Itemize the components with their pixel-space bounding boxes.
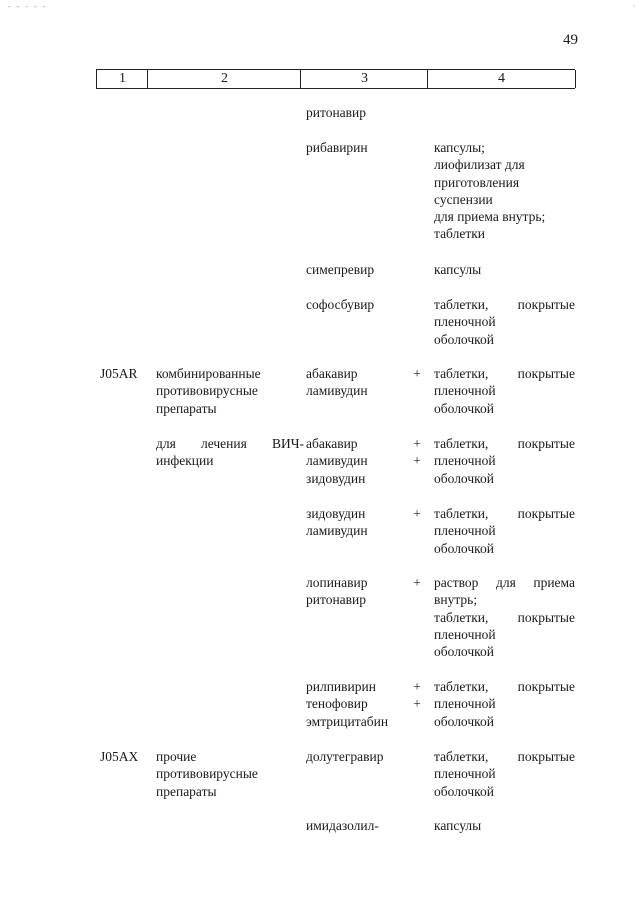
- dosage-form: [434, 365, 575, 417]
- form-line: приготовления: [434, 174, 520, 190]
- plus-sign: +: [413, 453, 421, 469]
- scan-mark-left: - - - - -: [8, 2, 48, 11]
- drug-line: абакавир: [306, 366, 358, 381]
- header-col-3: 3: [300, 70, 428, 88]
- drug-name: [306, 678, 410, 730]
- form-line: таблетки: [434, 226, 486, 242]
- form-word: покрытые: [517, 297, 575, 312]
- form-line: [434, 609, 575, 626]
- group-line: противовирусные: [156, 766, 258, 782]
- drug-name: имидазолил-: [306, 818, 379, 833]
- dosage-form: капсулы: [434, 818, 482, 833]
- combination-plus: [410, 505, 424, 522]
- dosage-form: [434, 574, 575, 660]
- form-line: капсулы;: [434, 140, 485, 155]
- group-line: препараты: [156, 783, 217, 799]
- form-word: приема: [533, 575, 575, 590]
- group-line: препараты: [156, 400, 217, 416]
- drug-name: ритонавир: [306, 105, 367, 120]
- form-line: оболочкой: [434, 470, 494, 486]
- form-word: покрытые: [517, 609, 575, 625]
- form-line: [434, 574, 575, 591]
- group-line: комбинированные: [156, 366, 261, 381]
- drug-name: симепревир: [306, 262, 375, 277]
- drug-line: ритонавир: [306, 592, 367, 608]
- form-word: раствор: [434, 575, 479, 590]
- group-line: противовирусные: [156, 383, 258, 399]
- form-line: пленочной: [434, 766, 496, 782]
- form-line: пленочной: [434, 453, 496, 469]
- plus-sign: +: [413, 696, 421, 712]
- form-line: внутрь;: [434, 592, 478, 608]
- table-header: [96, 69, 575, 89]
- drug-line: тенофовир: [306, 696, 368, 712]
- form-line: оболочкой: [434, 644, 494, 660]
- plus-sign: +: [413, 506, 421, 521]
- form-word: таблетки,: [434, 609, 489, 625]
- form-line: [434, 296, 575, 313]
- form-word: покрытые: [517, 749, 575, 764]
- form-line: суспензии: [434, 191, 493, 207]
- form-line: лиофилизат для: [434, 157, 525, 173]
- form-line: для приема внутрь;: [434, 209, 546, 225]
- form-line: оболочкой: [434, 783, 494, 799]
- form-word: таблетки,: [434, 436, 489, 451]
- atc-code: J05AR: [100, 366, 138, 381]
- plus-sign: +: [413, 679, 421, 694]
- group-line: инфекции: [156, 453, 214, 469]
- dosage-form: [434, 678, 575, 730]
- form-word: покрытые: [517, 679, 575, 694]
- header-col-4: 4: [427, 70, 576, 88]
- form-line: оболочкой: [434, 540, 494, 556]
- form-word: таблетки,: [434, 679, 489, 694]
- form-word: таблетки,: [434, 366, 489, 381]
- plus-sign: +: [413, 436, 421, 451]
- drug-line: зидовудин: [306, 506, 366, 521]
- combination-plus: [410, 574, 424, 591]
- dosage-form: [434, 435, 575, 487]
- drug-name: долутегравир: [306, 749, 384, 764]
- group-word: ВИЧ-: [271, 436, 304, 451]
- group-name: [156, 365, 304, 417]
- form-line: [434, 365, 575, 382]
- drug-name: [306, 365, 410, 400]
- group-line: [156, 435, 304, 452]
- drug-line: абакавир: [306, 436, 358, 451]
- form-word: таблетки,: [434, 749, 489, 764]
- form-line: [434, 435, 575, 452]
- form-line: [434, 505, 575, 522]
- form-word: покрытые: [517, 506, 575, 521]
- combination-plus: [410, 435, 424, 470]
- header-col-2: 2: [147, 70, 301, 88]
- drug-name: рибавирин: [306, 140, 368, 155]
- drug-line: ламивудин: [306, 523, 368, 539]
- group-name: [156, 748, 304, 800]
- dosage-form: [434, 296, 575, 348]
- form-line: [434, 748, 575, 765]
- group-line: прочие: [156, 749, 197, 764]
- form-line: пленочной: [434, 523, 496, 539]
- combination-plus: [410, 365, 424, 382]
- form-line: оболочкой: [434, 713, 494, 729]
- form-word: для: [495, 575, 516, 590]
- combination-plus: [410, 678, 424, 713]
- drug-line: эмтрицитабин: [306, 713, 389, 729]
- drug-line: ламивудин: [306, 383, 368, 399]
- group-word: лечения: [200, 436, 247, 451]
- form-word: покрытые: [517, 366, 575, 381]
- atc-code: J05AX: [100, 749, 139, 764]
- drug-name: [306, 435, 410, 487]
- page-number: 49: [563, 32, 578, 48]
- dosage-form: [434, 139, 575, 243]
- drug-line: рилпивирин: [306, 679, 376, 694]
- header-col-1: 1: [96, 70, 148, 88]
- drug-name: [306, 574, 410, 609]
- dosage-form: капсулы: [434, 262, 482, 277]
- drug-name: [306, 505, 410, 540]
- form-line: [434, 678, 575, 695]
- form-line: пленочной: [434, 696, 496, 712]
- dosage-form: [434, 748, 575, 800]
- form-line: оболочкой: [434, 400, 494, 416]
- group-word: для: [156, 436, 176, 451]
- form-word: таблетки,: [434, 506, 489, 521]
- dosage-form: [434, 505, 575, 557]
- group-name: [156, 435, 304, 470]
- drug-line: лопинавир: [306, 575, 368, 590]
- form-line: пленочной: [434, 314, 496, 330]
- form-word: покрытые: [517, 436, 575, 451]
- form-line: оболочкой: [434, 331, 494, 347]
- drug-line: ламивудин: [306, 453, 368, 469]
- scan-mark-right: ·: [632, 2, 635, 11]
- form-line: пленочной: [434, 626, 496, 642]
- plus-sign: +: [413, 366, 421, 381]
- form-word: таблетки,: [434, 297, 489, 312]
- drug-line: зидовудин: [306, 470, 366, 486]
- plus-sign: +: [413, 575, 421, 590]
- drug-name: софосбувир: [306, 297, 375, 312]
- form-line: пленочной: [434, 383, 496, 399]
